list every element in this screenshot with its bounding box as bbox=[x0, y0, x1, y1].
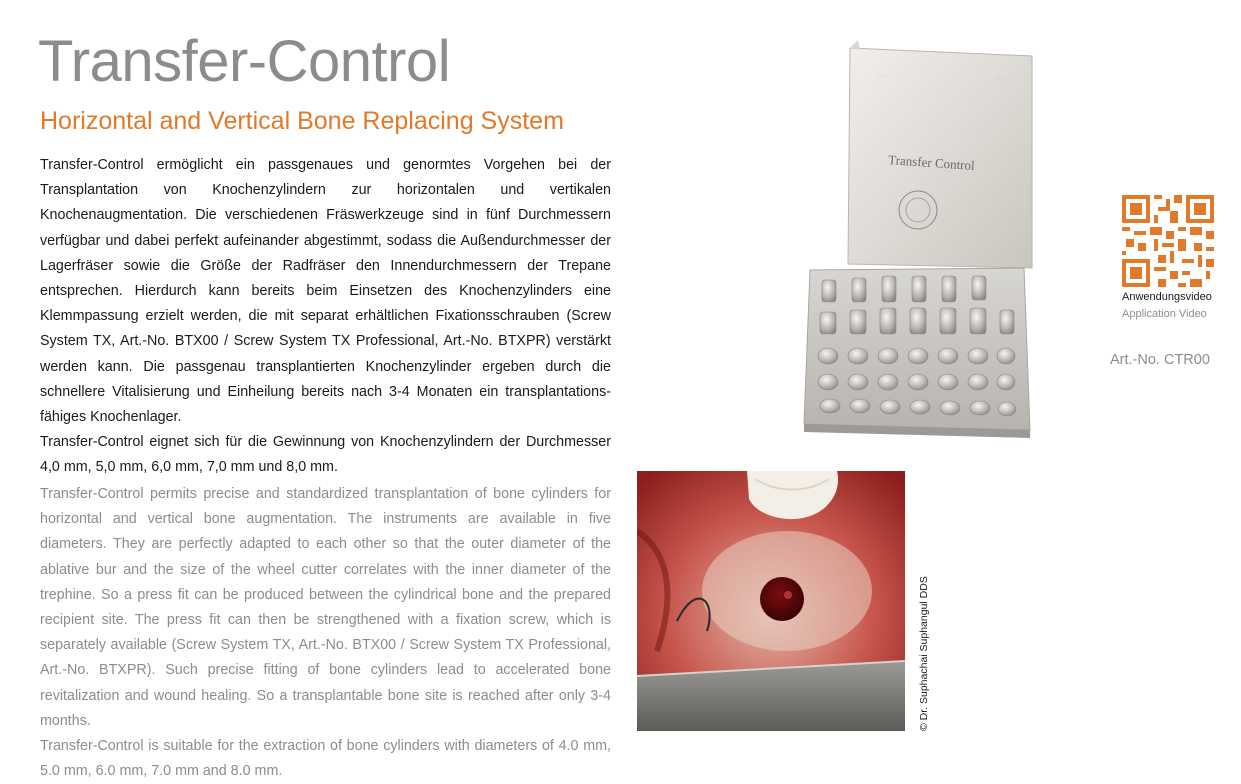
german-description bbox=[40, 153, 611, 481]
application-video-label-en[interactable]: Application Video bbox=[1122, 308, 1207, 320]
page-title: Transfer-Control bbox=[38, 29, 451, 94]
svg-text:· · ·: · · · bbox=[878, 74, 886, 80]
german-paragraph-2: Transfer-Control eignet sich für die Gewinnung von Knochenzylindern der Durchmesser 4,0 mm, 5,0 mm, 6,0 mm, 7,0 mm und 8,0 mm. bbox=[40, 434, 611, 476]
product-box-label: Transfer Control bbox=[887, 152, 976, 174]
english-description bbox=[40, 482, 611, 784]
page-subtitle: Horizontal and Vertical Bone Replacing System bbox=[40, 107, 564, 135]
qr-code-icon[interactable] bbox=[1122, 195, 1214, 287]
english-paragraph-1: Transfer-Control permits precise and standardized transplantation of bone cylinders for horizontal and vertical bone augmentation. The instruments are available in five diameters. They are perfectly adapted to each other so that the outer diameter of the ablative bur and the size of the wheel cutter correlates with the inner diameter of the trephine. So a press fit can be produced between the cylindrical bone and the prepared recipient site. The press fit can then be strengthened with a fixation screw, which is separately available (Screw System TX, Art.-No. BTX00 / Screw System TX Professional, Art.-No. BTXPR). Such precise fitting of bone cylinders lead to accelerated bone revitalization and wound healing. So a transplantable bone site is reached after only 3-4 months. bbox=[40, 486, 611, 729]
svg-text:· · ·: · · · bbox=[996, 76, 1004, 82]
article-number: Art.-No. CTR00 bbox=[1110, 352, 1210, 368]
english-paragraph-2: Transfer-Control is suitable for the extraction of bone cylinders with diameters of 4.0 mm, 5.0 mm, 6.0 mm, 7.0 mm and 8.0 mm. bbox=[40, 738, 611, 780]
clinical-photo bbox=[637, 471, 905, 731]
product-kit-image bbox=[800, 38, 1036, 440]
application-video-label-de[interactable]: Anwendungsvideo bbox=[1122, 291, 1212, 303]
german-paragraph-1: Transfer-Control ermöglicht ein passgenaues und genormtes Vorgehen bei der Transplantation von Knochenzylindern zur horizontalen und vertikalen Knochenaugmentation. Die verschiedenen Fräswerkzeuge sind in fünf Durchmessern verfügbar und dabei perfekt aufeinander abgestimmt, sodass die Außendurchmesser der Lagerfräser sowie die Größe der Radfräser den Innendurchmessern der Trepane entsprechen. Hierdurch kann bereits beim Einsetzen des Knochenzylinders eine Klemmpassung erzielt werden, die mit separat erhältlichen Fixationsschrauben (Screw System TX, Art.-No. BTX00 / Screw System TX Professional, Art.-No. BTXPR) verstärkt werden kann. Die passgenau transplantierten Knochenzylinder ergeben durch die schnellere Vitalisierung und Einheilung bereits nach 3-4 Monaten ein transplantationsfähiges Knochenlager. bbox=[40, 157, 611, 426]
photo-credit: © Dr. Suphachai Suphangul DDS bbox=[918, 576, 930, 731]
